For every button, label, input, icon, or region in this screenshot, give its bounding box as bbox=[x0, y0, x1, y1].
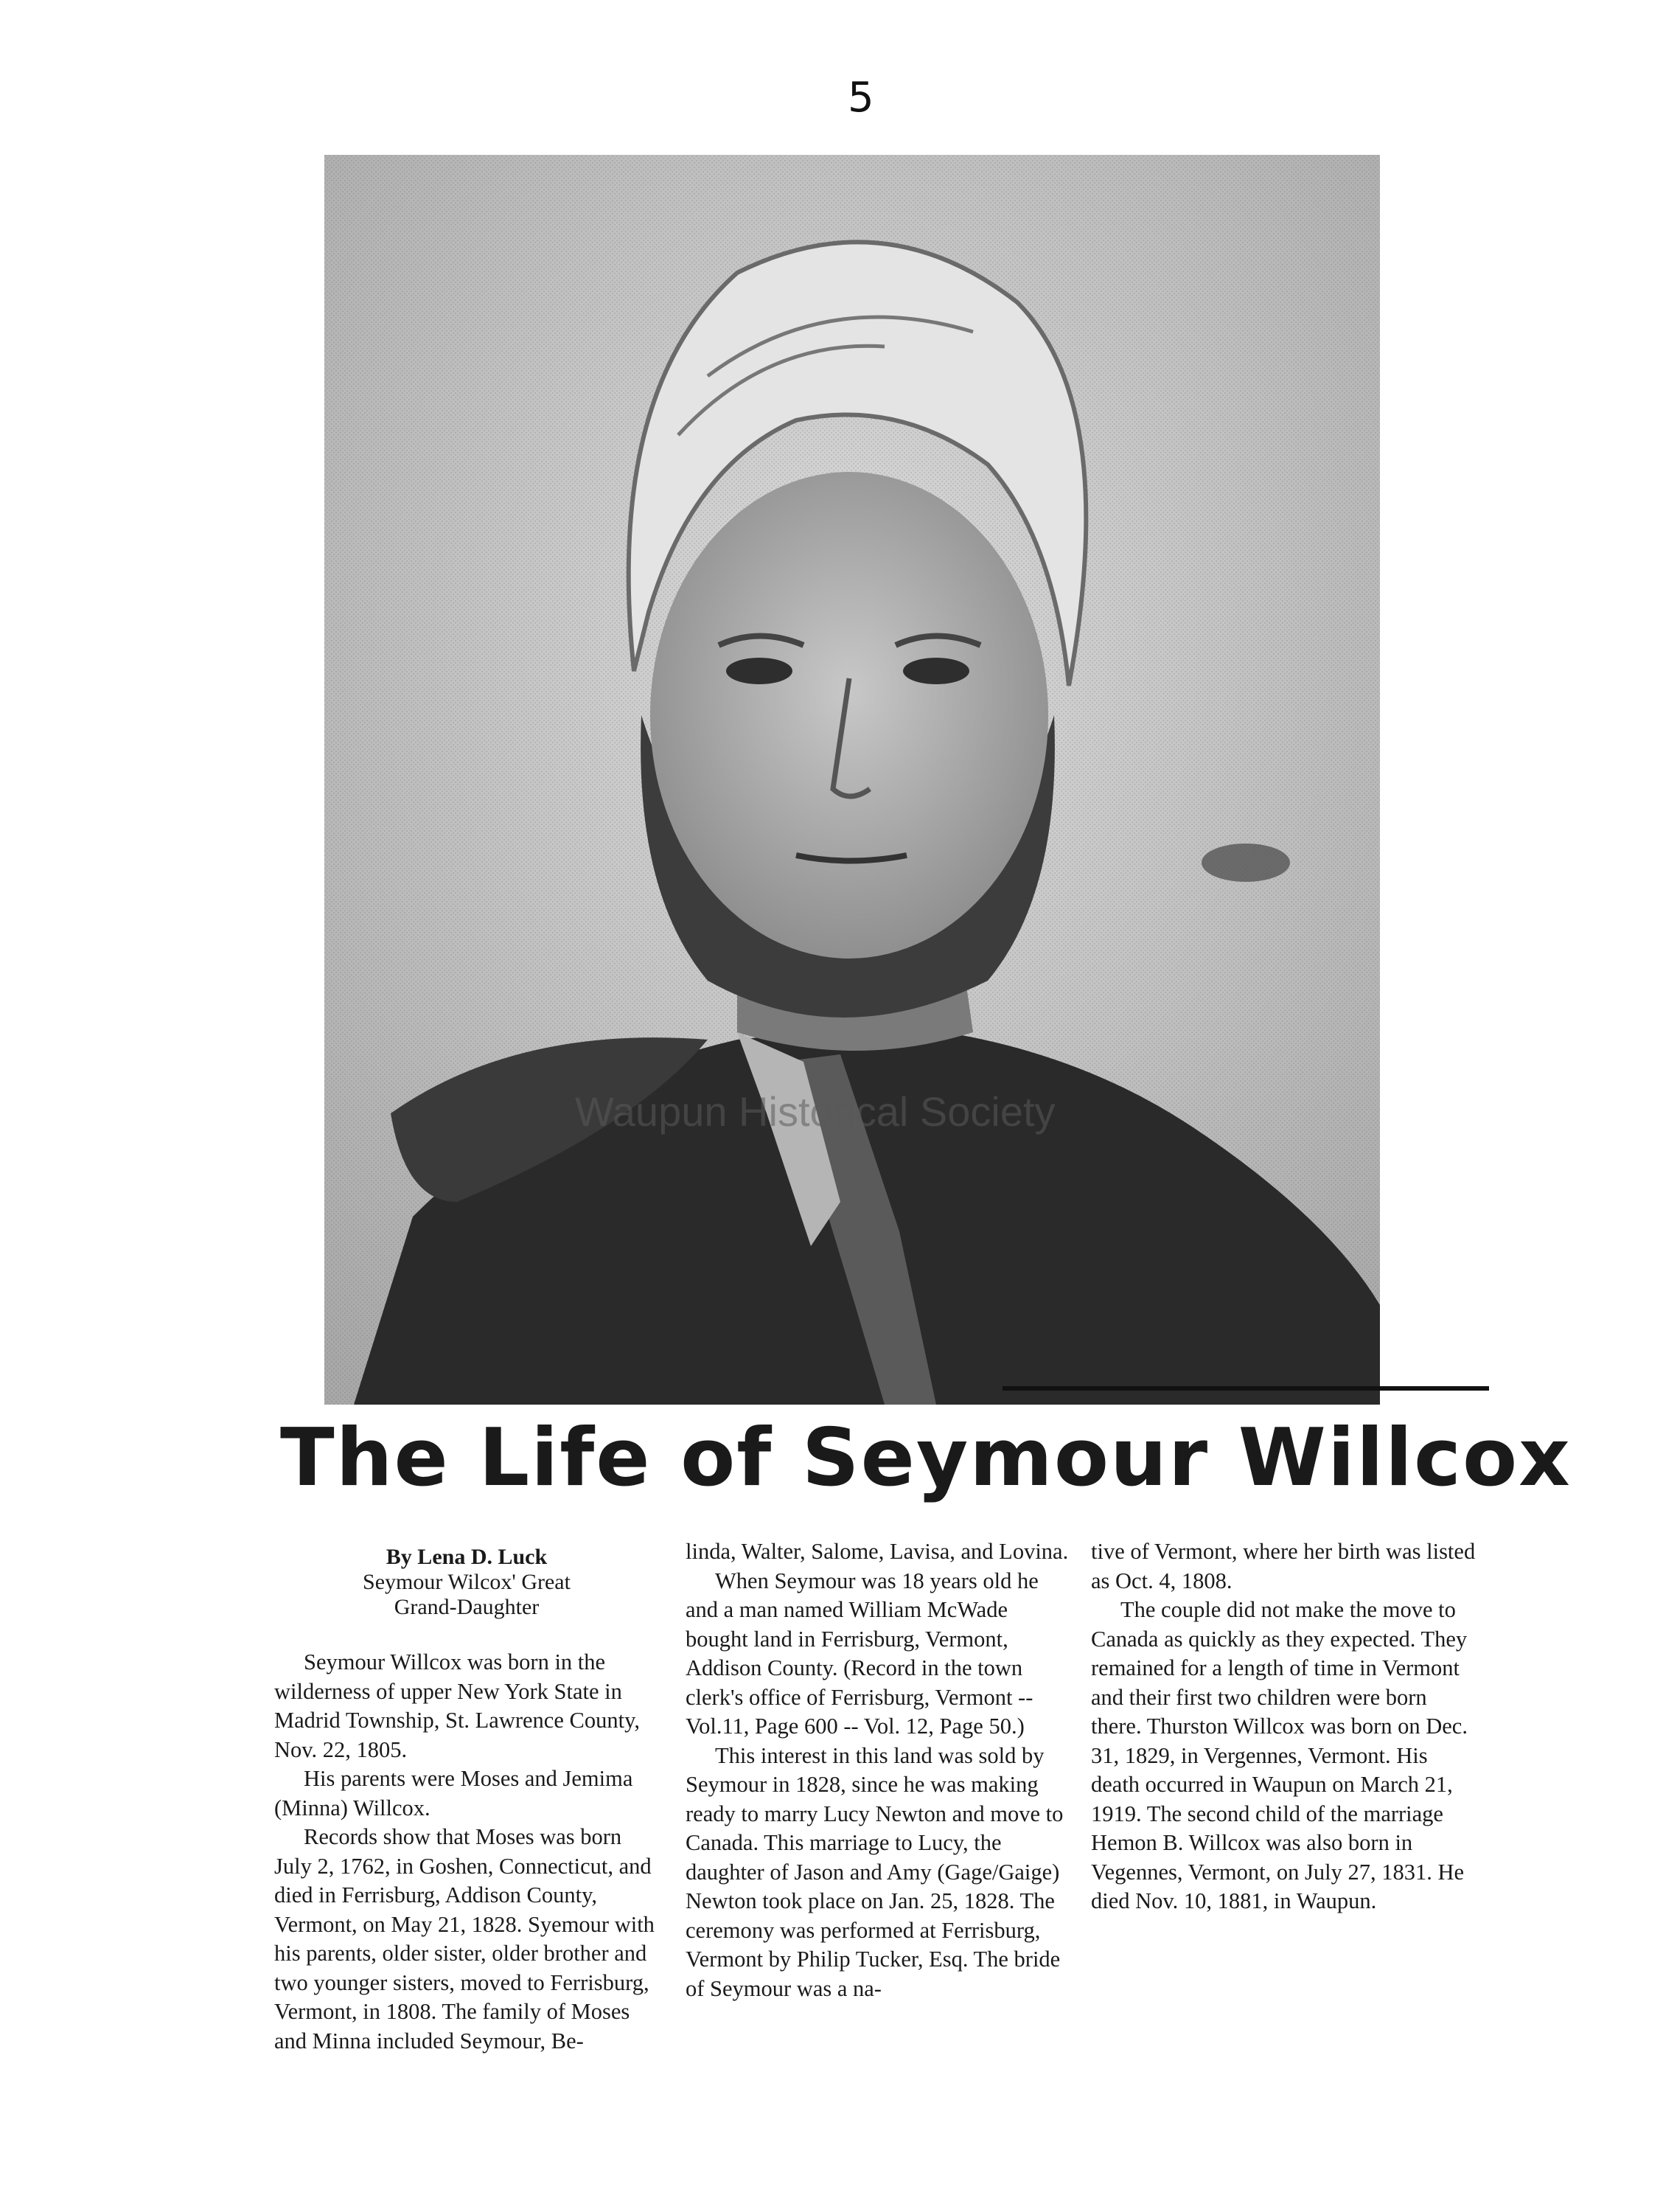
byline-role-line-1: Seymour Wilcox' Great bbox=[363, 1570, 571, 1594]
watermark-text: Waupun Historical Society bbox=[575, 1088, 1056, 1135]
paragraph: Records show that Moses was born July 2, 1762, in Goshen, Connecticut, and died in Ferrisburg, Addison County, Vermont, on May 21, 1828. Syemour with his parents, older sister, older brother and two younger sisters, moved to Ferrisburg, Vermont, in 1808. The family of Moses and Minna included Seymour, Be- bbox=[274, 1824, 655, 2053]
paragraph: linda, Walter, Salome, Lavisa, and Lovina. bbox=[686, 1539, 1069, 1564]
byline-role-line-2: Grand-Daughter bbox=[394, 1595, 540, 1619]
article-column-2 bbox=[686, 1537, 1069, 2003]
article-column-1 bbox=[274, 1545, 659, 2056]
paragraph: When Seymour was 18 years old he and a man named William McWade bought land in Ferrisburg, Vermont, Addison County. (Record in the town clerk's office of Ferrisburg, Vermont -- Vol.11, Page 600 -- Vol. 12, Page 50.) bbox=[686, 1568, 1039, 1739]
paragraph: The couple did not make the move to Canada as quickly as they expected. They remained for a length of time in Vermont and their first two children were born there. Thurston Willcox was born on Dec. 31, 1829, in Vergennes, Vermont. His death occurred in Waupun on March 21, 1919. The second child of the marriage Hemon B. Willcox was also born in Vegennes, Vermont, on July 27, 1831. He died Nov. 10, 1881, in Waupun. bbox=[1091, 1597, 1468, 1913]
portrait-photo bbox=[324, 155, 1380, 1405]
paragraph: Seymour Willcox was born in the wilderness of upper New York State in Madrid Township, St. Lawrence County, Nov. 22, 1805. bbox=[274, 1649, 640, 1762]
article-column-3 bbox=[1091, 1537, 1476, 1916]
divider-rule bbox=[1003, 1386, 1489, 1391]
page-number: 5 bbox=[848, 74, 874, 122]
portrait-illustration bbox=[324, 155, 1380, 1405]
paragraph: This interest in this land was sold by Seymour in 1828, since he was making ready to marry Lucy Newton and move to Canada. This marriage to Lucy, the daughter of Jason and Amy (Gage/Gaige) Newton took place on Jan. 25, 1828. The ceremony was performed at Ferrisburg, Vermont by Philip Tucker, Esq. The bride of Seymour was a na- bbox=[686, 1742, 1064, 2001]
article-headline: The Life of Seymour Willcox bbox=[280, 1412, 1572, 1504]
paragraph: tive of Vermont, where her birth was listed as Oct. 4, 1808. bbox=[1091, 1539, 1476, 1593]
paragraph: His parents were Moses and Jemima (Minna) Willcox. bbox=[274, 1766, 633, 1820]
byline bbox=[274, 1545, 659, 1620]
byline-author: By Lena D. Luck bbox=[386, 1545, 548, 1569]
